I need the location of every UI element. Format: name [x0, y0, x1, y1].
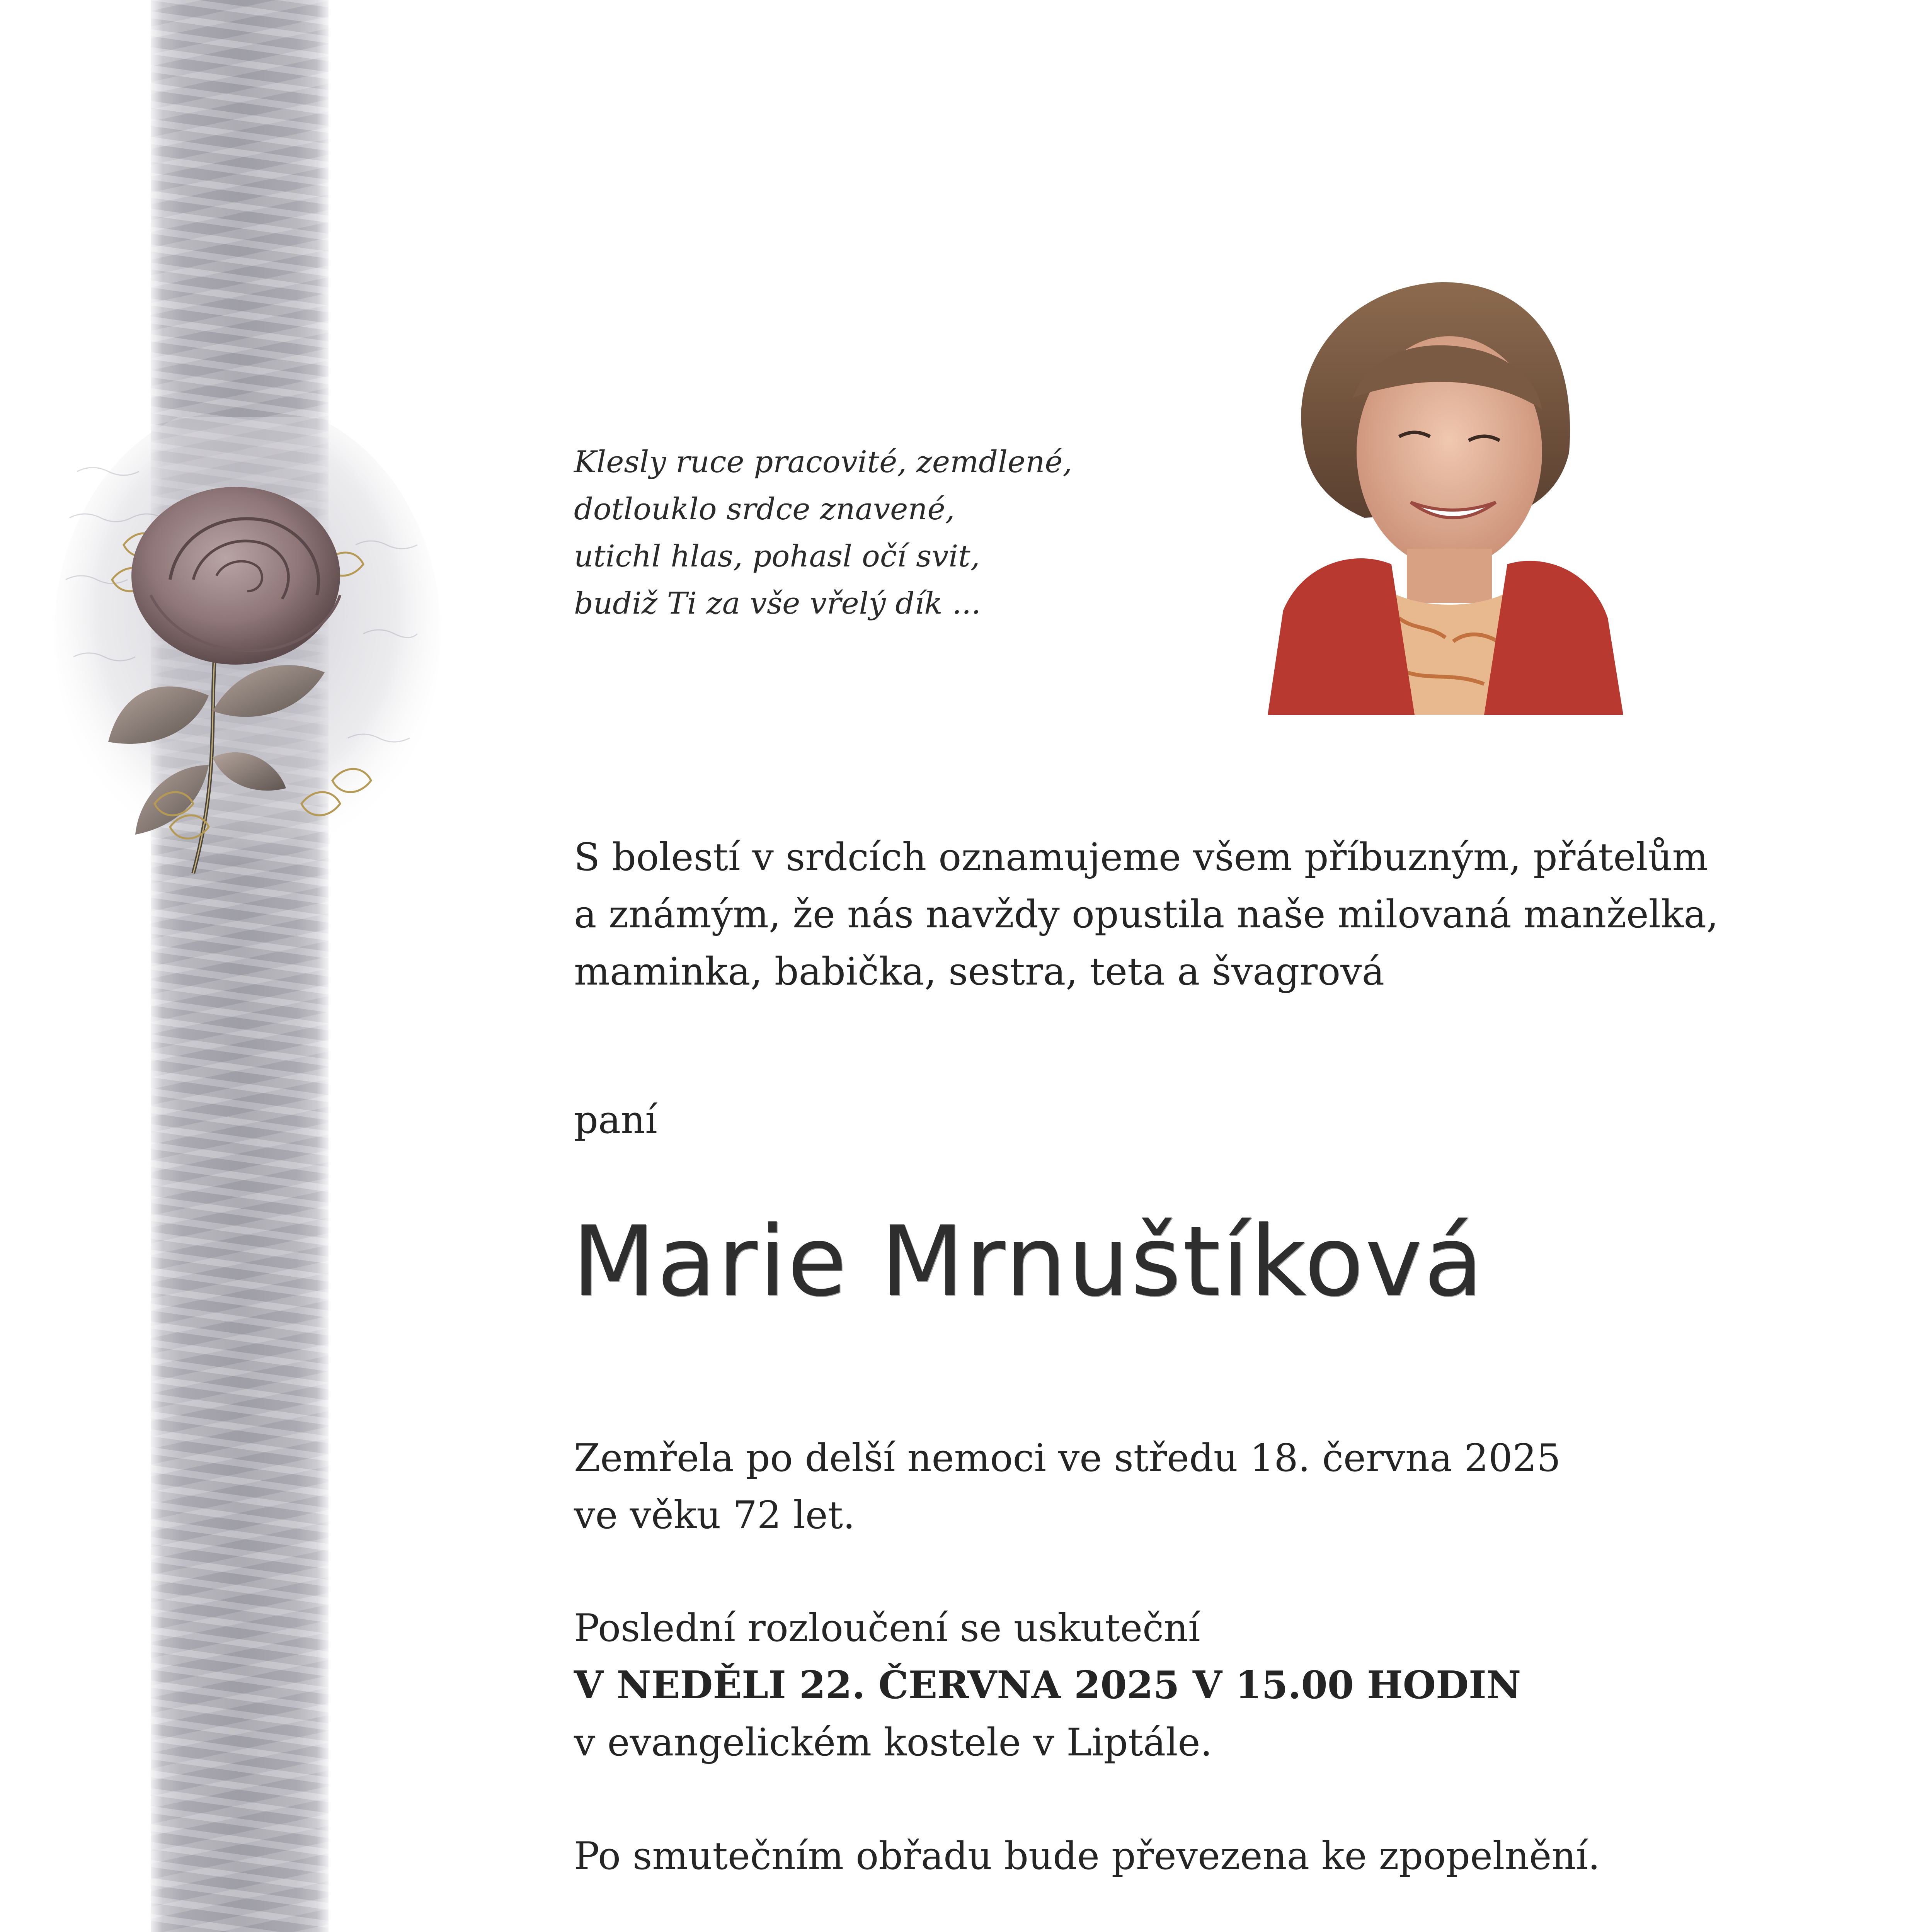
intro-line: maminka, babička, sestra, teta a švagrová — [574, 950, 1384, 994]
poem-line: Klesly ruce pracovité, zemdlené, — [574, 445, 1073, 480]
intro-line: S bolestí v srdcích oznamujeme všem příbuzným, přátelům — [574, 835, 1708, 879]
farewell-line: Poslední rozloučení se uskuteční — [574, 1606, 1200, 1650]
poem-line: dotlouklo srdce znavené, — [574, 492, 955, 527]
death-line: ve věku 72 let. — [574, 1493, 855, 1537]
death-line: Zemřela po delší nemoci ve středu 18. června 2025 — [574, 1436, 1561, 1480]
farewell-place: v evangelickém kostele v Liptále. — [574, 1721, 1212, 1765]
salutation: paní — [574, 1098, 657, 1142]
poem — [574, 439, 1192, 627]
poem-line: utichl hlas, pohasl očí svit, — [574, 539, 980, 574]
poem-line: budiž Ti za vše vřelý dík ... — [574, 586, 981, 621]
decorative-band — [151, 0, 329, 1932]
death-info — [574, 1430, 1561, 1544]
cremation-note: Po smutečním obřadu bude převezena ke zpopelnění. — [574, 1834, 1600, 1878]
portrait-photo — [1268, 270, 1623, 715]
intro-line: a známým, že nás navždy opustila naše milovaná manželka, — [574, 893, 1719, 937]
rose-ornament — [54, 417, 448, 904]
deceased-name: Marie Mrnuštíková — [572, 1205, 1485, 1318]
farewell-info — [574, 1600, 1521, 1771]
announcement-intro — [574, 829, 1718, 1000]
farewell-date-time: V NEDĚLI 22. ČERVNA 2025 V 15.00 HODIN — [574, 1663, 1521, 1708]
